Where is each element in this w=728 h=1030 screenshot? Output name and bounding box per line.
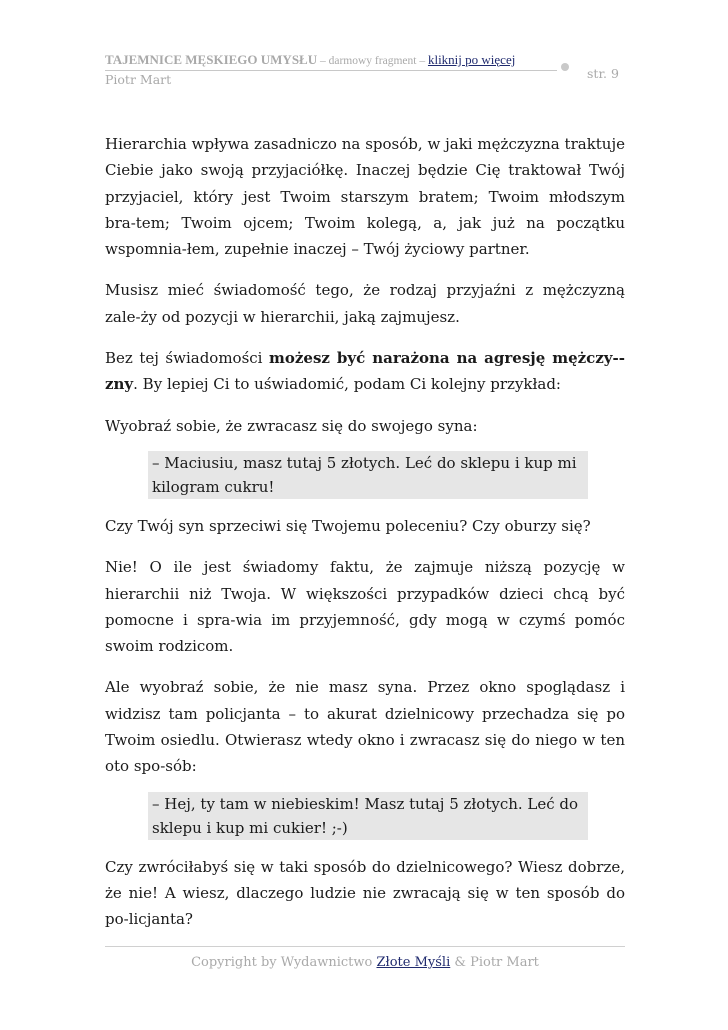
bold-emphasis: możesz być narażona na agresję mężczy-zny bbox=[105, 349, 625, 394]
paragraph-imagine-son: Wyobraź sobie, że zwracasz się do swojego syna: bbox=[105, 416, 478, 435]
more-link[interactable]: kliknij po więcej bbox=[427, 52, 516, 67]
paragraph-question-policeman: Czy zwróciłabyś się w taki sposób do dzielnicowego? Wiesz dobrze, że nie! A wiesz, dlaczego ludzie nie zwracają się w ten sposób do po-licjanta? bbox=[105, 857, 625, 929]
author-name: Piotr Mart bbox=[105, 72, 172, 87]
copyright-suffix: & Piotr Mart bbox=[450, 955, 539, 970]
paragraph-question-son: Czy Twój syn sprzeciwi się Twojemu poleceniu? Czy oburzy się? bbox=[105, 516, 591, 535]
paragraph-aggression bbox=[105, 345, 625, 398]
quote-box-son: – Maciusiu, masz tutaj 5 złotych. Leć do sklepu i kup mi kilogram cukru! bbox=[148, 451, 588, 499]
book-title: TAJEMNICE MĘSKIEGO UMYSŁU bbox=[105, 52, 318, 67]
free-fragment-label: – darmowy fragment – bbox=[317, 55, 428, 67]
footer-divider bbox=[105, 946, 625, 947]
paragraph-hierarchy: Hierarchia wpływa zasadniczo na sposób, w jaki mężczyzna traktuje Ciebie jako swoją przyjaciółkę. Inaczej będzie Cię traktował Twój przyjaciel, który jest Twoim starszym bratem; Twoim młodszym bra-tem; Twoim ojcem; Twoim kolegą, a, jak już na początku wspomnia-łem, zupełnie inaczej – Twój życiowy partner. bbox=[105, 135, 625, 259]
copyright-prefix: Copyright by Wydawnictwo bbox=[191, 955, 377, 970]
paragraph-answer-son: Nie! O ile jest świadomy faktu, że zajmuje niższą pozycję w hierarchii niż Twoja. W większości przypadków dzieci chcą być pomocne i spra-wia im przyjemność, gdy mogą w czymś pomóc swoim rodzicom. bbox=[105, 558, 625, 656]
page-header bbox=[105, 50, 625, 94]
bullet-dot-icon bbox=[561, 63, 569, 71]
page-content bbox=[105, 131, 625, 933]
paragraph-imagine-policeman: Ale wyobraź sobie, że nie masz syna. Przez okno spoglądasz i widzisz tam policjanta – to akurat dzielnicowy przechadza się po Twoim osiedlu. Otwierasz wtedy okno i zwracasz się do niego w ten oto spo-sób: bbox=[105, 678, 625, 776]
page-number: str. 9 bbox=[587, 66, 619, 81]
header-divider bbox=[105, 70, 557, 71]
quote-box-policeman: – Hej, ty tam w niebieskim! Masz tutaj 5 złotych. Leć do sklepu i kup mi cukier! ;-) bbox=[148, 792, 588, 840]
publisher-link[interactable]: Złote Myśli bbox=[376, 955, 451, 970]
page-footer bbox=[105, 955, 625, 970]
header-line bbox=[105, 50, 515, 70]
paragraph-aggression-end: . By lepiej Ci to uświadomić, podam Ci kolejny przykład: bbox=[133, 375, 561, 394]
paragraph-aggression-start: Bez tej świadomości bbox=[105, 349, 269, 368]
paragraph-awareness: Musisz mieć świadomość tego, że rodzaj przyjaźni z mężczyzną zale-ży od pozycji w hierarchii, jaką zajmujesz. bbox=[105, 281, 625, 326]
